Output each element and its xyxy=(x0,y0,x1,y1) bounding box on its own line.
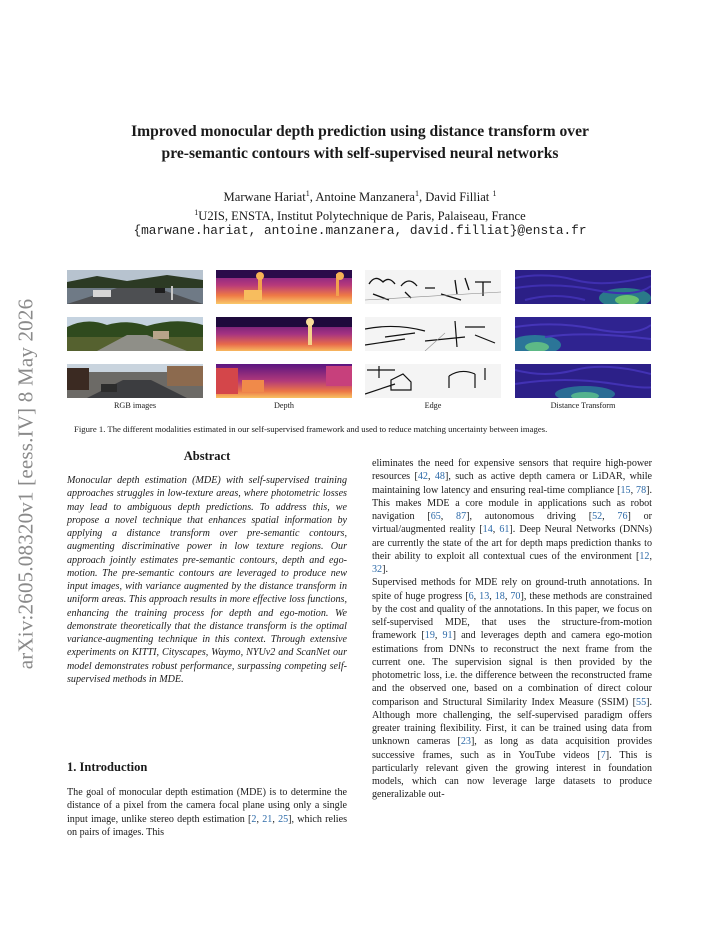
author-emails: {marwane.hariat, antoine.manzanera, david.filliat}@ensta.fr xyxy=(133,223,587,238)
author-3-affil: 1 xyxy=(492,189,497,198)
column-label-distance-transform: Distance Transform xyxy=(550,401,616,410)
intro-heading: 1. Introduction xyxy=(67,760,148,774)
citation-link[interactable]: 13 xyxy=(479,590,490,602)
abstract-text: Monocular depth estimation (MDE) with self-supervised training approaches struggles in low-texture areas, where photometric losses may lead to ambiguous depth predictions. To address this, we propose a novel technique that enhances spatial information by applying a distance transform over pre-semantic contours, augmenting discriminative power in low texture regions. Our approach jointly estimates pre-semantic contours, depth and ego-motion. The pre-semantic contours are leveraged to produce new input images, with variance augmented by the distance transform in uniform areas. This approach results in more effective loss functions, enhancing the training process for depth and ego-motion. We demonstrate theoretically that the distance transform is the optimal variance-augmenting technique in this context. Through extensive experiments on KITTI, Cityscapes, Waymo, NYUv2 and ScanNet our model demonstrates robust performance, surpassing competing self-supervised methods in MDE. xyxy=(67,475,347,685)
abstract-heading: Abstract xyxy=(183,449,231,463)
citation-link[interactable]: 2 xyxy=(251,813,257,825)
author-3: David Filliat xyxy=(425,190,493,205)
rgb-image-1 xyxy=(67,270,203,304)
citation-link[interactable]: 91 xyxy=(442,630,453,642)
citation-link[interactable]: 32 xyxy=(372,564,383,575)
title-line-2: pre-semantic contours with self-supervised neural networks xyxy=(161,145,559,162)
column-label-edge: Edge xyxy=(424,401,442,410)
citation-link[interactable]: 65 xyxy=(430,511,441,522)
depth-map-3 xyxy=(216,364,352,398)
paper-title xyxy=(60,121,660,165)
intro-body xyxy=(67,786,347,839)
citation-link[interactable]: 23 xyxy=(460,736,471,748)
distance-transform-3 xyxy=(515,364,651,398)
figure-caption: Figure 1. The different modalities estimated in our self-supervised framework and used to reduce matching uncertainty between images. xyxy=(74,424,548,434)
citation-link[interactable]: 61 xyxy=(499,524,510,536)
distance-transform-2 xyxy=(515,317,651,351)
citation-link[interactable]: 7 xyxy=(600,749,606,761)
citation-link[interactable]: 52 xyxy=(592,511,603,522)
author-1-affil: 1 xyxy=(305,189,310,198)
citation-link[interactable]: 76 xyxy=(617,511,628,522)
depth-map-1 xyxy=(216,270,352,304)
intro-paragraph-1: The goal of monocular depth estimation (MDE) is to determine the distance of a pixel from the camera focal plane using only a single input image, unlike stereo depth estimation [2, 21, 25], which relies on pairs of images. This xyxy=(67,787,348,838)
citation-link[interactable]: 78 xyxy=(636,484,647,496)
author-list: Marwane Hariat$^1$, Antoine Manzanera$^1$, David Filliat $^1$ xyxy=(223,189,497,205)
citation-link[interactable]: 12 xyxy=(639,550,650,562)
edge-map-2 xyxy=(365,317,501,351)
citation-link[interactable]: 6 xyxy=(468,590,474,602)
arxiv-identifier: arXiv:2605.08320v1 [eess.IV] 8 May 2026 xyxy=(13,298,38,670)
column-label-rgb: RGB images xyxy=(113,401,157,410)
arxiv-sidebar xyxy=(4,274,48,694)
citation-link[interactable]: 15 xyxy=(620,484,631,496)
citation-link[interactable]: 70 xyxy=(510,590,521,602)
citation-link[interactable]: 87 xyxy=(456,511,467,522)
author-1: Marwane Hariat xyxy=(223,190,306,205)
author-2: Antoine Manzanera xyxy=(315,190,415,205)
rgb-image-2 xyxy=(67,317,203,351)
right-paragraph-1: eliminates the need for expensive sensors that require high-power resources [42, 48], such as active depth camera or LiDAR, while maintaining low latency and ensuring real-time compliance [15, 78]. This makes MDE a core module in applications such as robot navigation [65, 87], autonomous driving [52, 76] or virtual/augmented reality [14, 61]. Deep Neural Networks (DNNs) are currently the state of the art for depth maps prediction thanks to their ability to exploit all contextual cues of the environment [12, 32]. xyxy=(372,458,653,575)
edge-map-1 xyxy=(365,270,501,304)
affiliation xyxy=(60,205,660,224)
citation-link[interactable]: 14 xyxy=(482,524,493,536)
distance-transform-1 xyxy=(515,270,651,304)
right-column-body xyxy=(372,457,652,802)
figure-1 xyxy=(67,270,651,410)
citation-link[interactable]: 42 xyxy=(417,471,428,483)
right-paragraph-2: Supervised methods for MDE rely on ground-truth annotations. In spite of huge progress [6, 13, 18, 70], these methods are constrained by the cost and quality of the annotations. In this paper, we focus on self-supervised MDE, that uses the structure-from-motion framework [19, 91] and leverages depth and camera ego-motion estimations from DNNs to reconstruct the next frame from the current one. The supervision signal is then provided by the photometric loss, i.e. the difference between the reconstructed frame and the observed one, based on a combination of direct colour comparison and Structural Similarity Index Measure (SSIM) [55]. Although more challenging, the self-supervised paradigm offers greater training flexibility. First, it can be trained using data from unknown cameras [23], as long as data acquisition provides successive frames, such as in YouTube videos [7]. This is particularly relevant given the growing interest in foundation models, which can now leverage large datasets to produce generalizable out- xyxy=(372,577,653,801)
citation-link[interactable]: 25 xyxy=(278,813,289,825)
citation-link[interactable]: 18 xyxy=(494,590,505,602)
title-line-1: Improved monocular depth prediction using distance transform over xyxy=(131,123,589,140)
citation-link[interactable]: 19 xyxy=(424,630,435,642)
abstract-body xyxy=(67,474,347,686)
figure-grid xyxy=(67,270,651,410)
depth-map-2 xyxy=(216,317,352,351)
citation-link[interactable]: 21 xyxy=(262,813,273,825)
rgb-image-3 xyxy=(67,364,203,398)
affiliation-text: U2IS, ENSTA, Institut Polytechnique de Paris, Palaiseau, France xyxy=(198,209,526,224)
affiliation-marker: 1 xyxy=(194,208,199,217)
edge-map-3 xyxy=(365,364,501,398)
column-label-depth: Depth xyxy=(273,401,294,410)
citation-link[interactable]: 55 xyxy=(636,696,647,708)
author-2-affil: 1 xyxy=(414,189,419,198)
citation-link[interactable]: 48 xyxy=(434,471,445,483)
